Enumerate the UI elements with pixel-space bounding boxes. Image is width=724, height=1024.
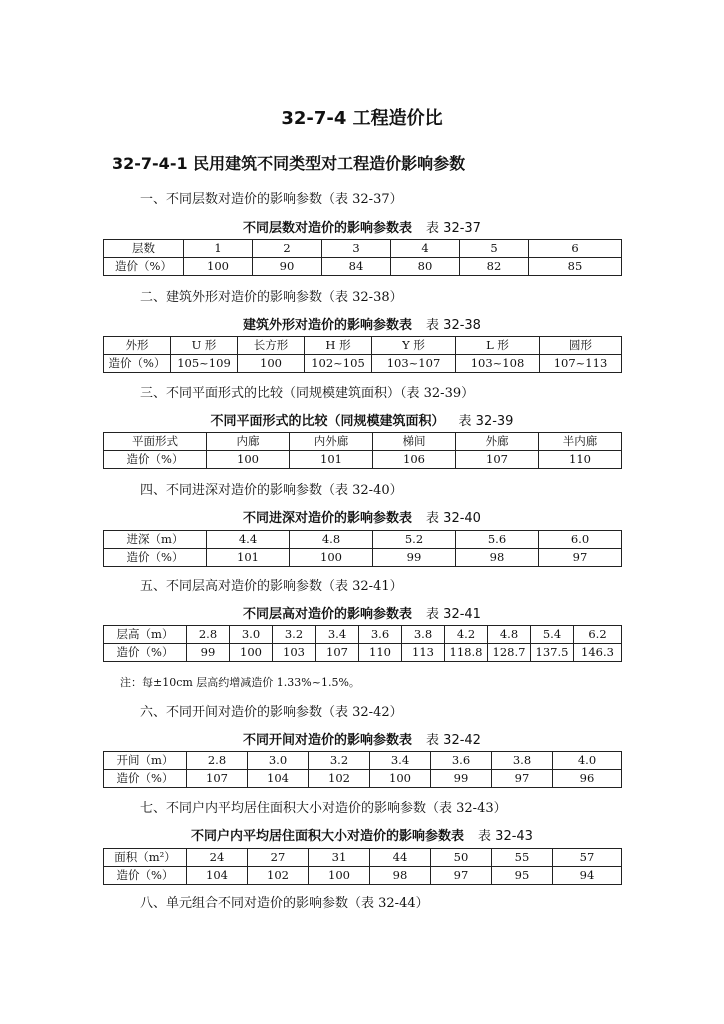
caption-text: 不同层高对造价的影响参数表 [243, 607, 413, 622]
table-cell: 3.6 [431, 752, 492, 770]
section-heading: 四、不同进深对造价的影响参数（表 32-40） [140, 483, 403, 498]
table-caption [0, 217, 724, 236]
table-cell: 4.8 [488, 626, 531, 644]
table-cell: 99 [373, 549, 456, 567]
table-number: 表 32-41 [426, 607, 481, 622]
row-header-cell: 平面形式 [104, 433, 207, 451]
table-cell: 96 [553, 770, 622, 788]
table-row [104, 867, 622, 885]
table-row [104, 849, 622, 867]
table-cell: 5.2 [373, 531, 456, 549]
table-cell: 95 [492, 867, 553, 885]
section-heading: 三、不同平面形式的比较（同规模建筑面积）（表 32-39） [140, 386, 475, 401]
table-cell: 101 [207, 549, 290, 567]
table-cell: 长方形 [238, 337, 305, 355]
table-number: 表 32-38 [426, 318, 481, 333]
table-cell: 102 [309, 770, 370, 788]
table-cell: 84 [322, 258, 391, 276]
table-cell: 3.4 [370, 752, 431, 770]
table-cell: 110 [539, 451, 622, 469]
table-cell: 2.8 [187, 752, 248, 770]
table-cell: 100 [230, 644, 273, 662]
table-32-38 [103, 336, 622, 373]
table-cell: 3.2 [273, 626, 316, 644]
table-cell: 113 [402, 644, 445, 662]
table-cell: 80 [391, 258, 460, 276]
section-heading: 六、不同开间对造价的影响参数（表 32-42） [140, 705, 403, 720]
table-cell: 103~107 [372, 355, 456, 373]
table-cell: 100 [290, 549, 373, 567]
table-cell: 85 [529, 258, 622, 276]
row-header-cell: 层高（m） [104, 626, 187, 644]
table-row [104, 240, 622, 258]
table-32-37 [103, 239, 622, 276]
table-cell: 4 [391, 240, 460, 258]
table-row [104, 355, 622, 373]
table-32-43 [103, 848, 622, 885]
table-cell: 2 [253, 240, 322, 258]
table-row [104, 644, 622, 662]
table-cell: 6 [529, 240, 622, 258]
table-cell: 107 [316, 644, 359, 662]
table-row [104, 337, 622, 355]
table-cell: 6.2 [574, 626, 622, 644]
table-caption [0, 314, 724, 333]
table-32-41 [103, 625, 622, 662]
table-caption [0, 603, 724, 622]
row-header-cell: 造价（%） [104, 355, 171, 373]
table-cell: 3.6 [359, 626, 402, 644]
table-cell: 97 [539, 549, 622, 567]
table-cell: 104 [248, 770, 309, 788]
table-cell: 内外廊 [290, 433, 373, 451]
row-header-cell: 造价（%） [104, 770, 187, 788]
table-cell: 105~109 [171, 355, 238, 373]
table-cell: 107~113 [540, 355, 622, 373]
table-cell: 44 [370, 849, 431, 867]
table-32-40 [103, 530, 622, 567]
table-cell: 99 [187, 644, 230, 662]
caption-text: 不同层数对造价的影响参数表 [243, 221, 413, 236]
table-cell: 82 [460, 258, 529, 276]
row-header-cell: 造价（%） [104, 451, 207, 469]
section-title: 32-7-4 工程造价比 [281, 108, 443, 129]
table-cell: 98 [370, 867, 431, 885]
row-header-cell: 造价（%） [104, 644, 187, 662]
table-cell: 31 [309, 849, 370, 867]
table-cell: 101 [290, 451, 373, 469]
table-number: 表 32-39 [458, 414, 514, 429]
table-cell: 103~108 [456, 355, 540, 373]
table-row [104, 626, 622, 644]
table-cell: 97 [431, 867, 492, 885]
table-row [104, 451, 622, 469]
table-cell: 100 [238, 355, 305, 373]
table-cell: 107 [187, 770, 248, 788]
table-row [104, 549, 622, 567]
table-cell: 3.0 [248, 752, 309, 770]
table-number: 表 32-37 [426, 221, 481, 236]
table-cell: 100 [184, 258, 253, 276]
table-cell: 100 [309, 867, 370, 885]
section-heading: 一、不同层数对造价的影响参数（表 32-37） [140, 192, 403, 207]
table-cell: 97 [492, 770, 553, 788]
table-cell: 5 [460, 240, 529, 258]
table-cell: H 形 [305, 337, 372, 355]
table-cell: 57 [553, 849, 622, 867]
caption-text: 不同户内平均居住面积大小对造价的影响参数表 [191, 829, 465, 844]
table-cell: 3.0 [230, 626, 273, 644]
table-cell: 4.4 [207, 531, 290, 549]
row-header-cell: 造价（%） [104, 549, 207, 567]
table-cell: 102 [248, 867, 309, 885]
table-cell: 5.4 [531, 626, 574, 644]
table-cell: 106 [373, 451, 456, 469]
table-cell: 3.2 [309, 752, 370, 770]
table-cell: 107 [456, 451, 539, 469]
caption-text: 建筑外形对造价的影响参数表 [243, 318, 413, 333]
table-cell: 27 [248, 849, 309, 867]
caption-text: 不同平面形式的比较（同规模建筑面积） [210, 414, 445, 429]
table-cell: 3.4 [316, 626, 359, 644]
table-cell: 4.2 [445, 626, 488, 644]
table-cell: 98 [456, 549, 539, 567]
row-header-cell: 面积（m²） [104, 849, 187, 867]
table-cell: 3.8 [492, 752, 553, 770]
table-number: 表 32-43 [478, 829, 533, 844]
caption-text: 不同开间对造价的影响参数表 [243, 733, 413, 748]
table-cell: 内廊 [207, 433, 290, 451]
section-heading: 八、单元组合不同对造价的影响参数（表 32-44） [140, 896, 429, 911]
row-header-cell: 造价（%） [104, 867, 187, 885]
table-cell: 5.6 [456, 531, 539, 549]
table-cell: 110 [359, 644, 402, 662]
table-cell: 94 [553, 867, 622, 885]
table-cell: 50 [431, 849, 492, 867]
table-row [104, 770, 622, 788]
section-heading: 二、建筑外形对造价的影响参数（表 32-38） [140, 290, 403, 305]
table-cell: 146.3 [574, 644, 622, 662]
table-cell: 3 [322, 240, 391, 258]
table-caption [0, 825, 724, 844]
table-cell: 外廊 [456, 433, 539, 451]
table-number: 表 32-40 [426, 511, 481, 526]
table-caption [0, 410, 724, 429]
table-cell: 半内廊 [539, 433, 622, 451]
table-cell: 118.8 [445, 644, 488, 662]
table-cell: U 形 [171, 337, 238, 355]
section-heading: 七、不同户内平均居住面积大小对造价的影响参数（表 32-43） [140, 801, 507, 816]
subsection-title: 32-7-4-1 民用建筑不同类型对工程造价影响参数 [112, 154, 466, 173]
section-heading: 五、不同层高对造价的影响参数（表 32-41） [140, 579, 403, 594]
table-cell: 4.0 [553, 752, 622, 770]
table-cell: Y 形 [372, 337, 456, 355]
table-cell: 137.5 [531, 644, 574, 662]
table-cell: 3.8 [402, 626, 445, 644]
table-cell: L 形 [456, 337, 540, 355]
table-cell: 圆形 [540, 337, 622, 355]
table-cell: 6.0 [539, 531, 622, 549]
table-number: 表 32-42 [426, 733, 481, 748]
row-header-cell: 开间（m） [104, 752, 187, 770]
table-cell: 梯间 [373, 433, 456, 451]
table-cell: 103 [273, 644, 316, 662]
table-cell: 90 [253, 258, 322, 276]
table-cell: 1 [184, 240, 253, 258]
table-32-42 [103, 751, 622, 788]
table-cell: 104 [187, 867, 248, 885]
table-caption [0, 507, 724, 526]
note: 注：每±10cm 层高约增减造价 1.33%~1.5%。 [120, 676, 360, 689]
row-header-cell: 外形 [104, 337, 171, 355]
row-header-cell: 层数 [104, 240, 184, 258]
table-cell: 102~105 [305, 355, 372, 373]
table-row [104, 258, 622, 276]
row-header-cell: 进深（m） [104, 531, 207, 549]
table-row [104, 752, 622, 770]
caption-text: 不同进深对造价的影响参数表 [243, 511, 413, 526]
table-cell: 99 [431, 770, 492, 788]
table-cell: 2.8 [187, 626, 230, 644]
table-cell: 55 [492, 849, 553, 867]
table-cell: 4.8 [290, 531, 373, 549]
row-header-cell: 造价（%） [104, 258, 184, 276]
table-32-39 [103, 432, 622, 469]
table-row [104, 433, 622, 451]
table-row [104, 531, 622, 549]
table-cell: 100 [370, 770, 431, 788]
table-cell: 24 [187, 849, 248, 867]
table-caption [0, 729, 724, 748]
table-cell: 128.7 [488, 644, 531, 662]
table-cell: 100 [207, 451, 290, 469]
